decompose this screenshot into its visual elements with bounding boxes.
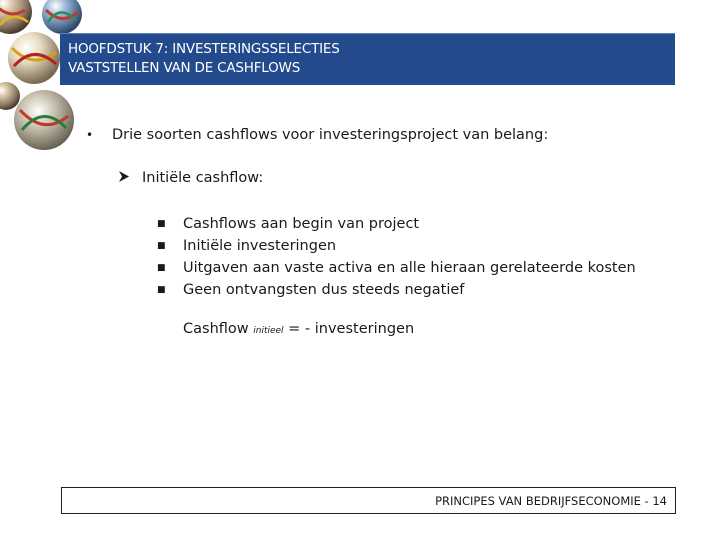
bullet-main-text: Drie soorten cashflows voor investeringsproject van belang: — [112, 127, 549, 143]
list-item — [157, 257, 636, 279]
formula-subscript: initieel — [253, 326, 284, 336]
list-item — [157, 279, 636, 301]
slide-title-line-2: VASTSTELLEN VAN DE CASHFLOWS — [68, 60, 301, 76]
list-item-text: Geen ontvangsten dus steeds negatief — [183, 282, 465, 298]
list-item — [157, 213, 636, 235]
round-bullet-icon: • — [86, 128, 94, 142]
slide-footer — [61, 487, 676, 514]
list-item-text: Uitgaven aan vaste activa en alle hieraan gerelateerde kosten — [183, 260, 636, 276]
list-item — [157, 235, 636, 257]
formula-rhs: = - investeringen — [288, 321, 415, 337]
cashflow-item-list — [157, 213, 636, 301]
square-bullet-icon: ■ — [157, 241, 166, 251]
list-item-text: Cashflows aan begin van project — [183, 216, 420, 232]
cashflow-formula — [183, 321, 414, 337]
slide-title-line-1: HOOFDSTUK 7: INVESTERINGSSELECTIES — [68, 41, 340, 57]
square-bullet-icon: ■ — [157, 263, 166, 273]
sub-heading — [118, 170, 263, 186]
bullet-main — [86, 127, 548, 143]
footer-text: PRINCIPES VAN BEDRIJFSECONOMIE - 14 — [435, 494, 667, 508]
sub-heading-text: Initiële cashflow: — [142, 170, 264, 186]
square-bullet-icon: ■ — [157, 285, 166, 295]
square-bullet-icon: ■ — [157, 219, 166, 229]
arrow-bullet-icon — [118, 170, 142, 186]
formula-term: Cashflow — [183, 321, 249, 337]
list-item-text: Initiële investeringen — [183, 238, 337, 254]
